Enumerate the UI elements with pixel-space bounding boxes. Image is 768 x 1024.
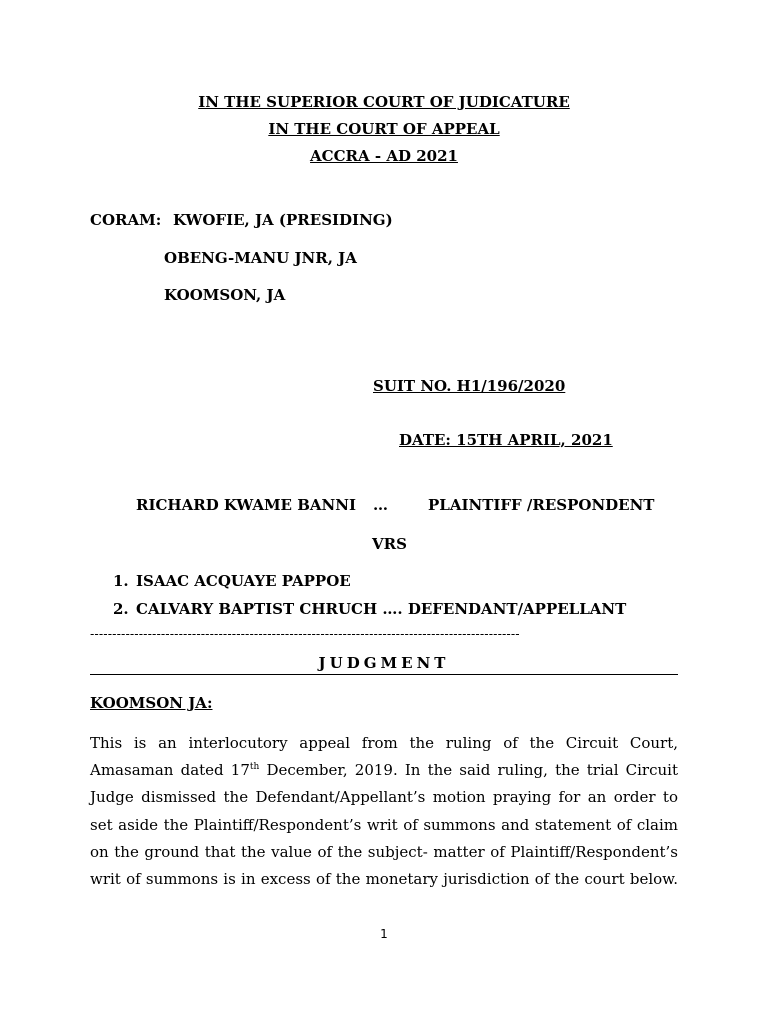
- ordinal-suffix: th: [249, 762, 260, 773]
- body-line-2: [90, 757, 678, 784]
- court-header-line-1: IN THE SUPERIOR COURT OF JUDICATURE: [198, 93, 570, 111]
- coram-judge-3: KOOMSON, JA: [164, 286, 286, 304]
- body-line-2-start: Amasaman dated 17: [90, 761, 250, 780]
- plaintiff-separator: …: [373, 496, 388, 514]
- body-line-5: on the ground that the value of the subject- matter of Plaintiff/Respondent’s: [90, 842, 678, 861]
- defendant-1-name: ISAAC ACQUAYE PAPPOE: [136, 572, 351, 590]
- page-number: 1: [380, 927, 388, 941]
- judgment-title: JUDGMENT: [318, 654, 450, 672]
- court-header-line-2: IN THE COURT OF APPEAL: [268, 120, 500, 138]
- judgment-date: DATE: 15TH APRIL, 2021: [399, 431, 613, 449]
- body-line-6: writ of summons is in excess of the monetary jurisdiction of the court below.: [90, 870, 678, 889]
- coram-judge-1: KWOFIE, JA (PRESIDING): [173, 211, 393, 229]
- body-line-2-end: December, 2019. In the said ruling, the trial Circuit: [259, 761, 678, 780]
- dashed-separator: -------------------------------------------------------------------------------------------------: [90, 627, 520, 641]
- plaintiff-role: PLAINTIFF /RESPONDENT: [428, 496, 655, 514]
- plaintiff-name: RICHARD KWAME BANNI: [136, 496, 356, 514]
- body-line-1: This is an interlocutory appeal from the ruling of the Circuit Court,: [90, 734, 678, 752]
- defendant-2-name: CALVARY BAPTIST CHRUCH …. DEFENDANT/APPELLANT: [136, 600, 627, 618]
- body-line-4: set aside the Plaintiff/Respondent’s writ of summons and statement of claim: [90, 815, 678, 834]
- judge-heading: KOOMSON JA:: [90, 694, 213, 712]
- defendant-2-number: 2.: [113, 600, 129, 618]
- body-line-3: Judge dismissed the Defendant/Appellant’s motion praying for an order to: [90, 788, 678, 807]
- coram-label: CORAM:: [90, 211, 162, 229]
- versus-label: VRS: [372, 535, 407, 553]
- suit-number: SUIT NO. H1/196/2020: [373, 377, 566, 395]
- defendant-1-number: 1.: [113, 572, 129, 590]
- horizontal-rule: [90, 674, 678, 675]
- court-header-line-3: ACCRA - AD 2021: [310, 147, 458, 165]
- coram-judge-2: OBENG-MANU JNR, JA: [164, 249, 357, 267]
- judgment-body-paragraph: [90, 730, 678, 893]
